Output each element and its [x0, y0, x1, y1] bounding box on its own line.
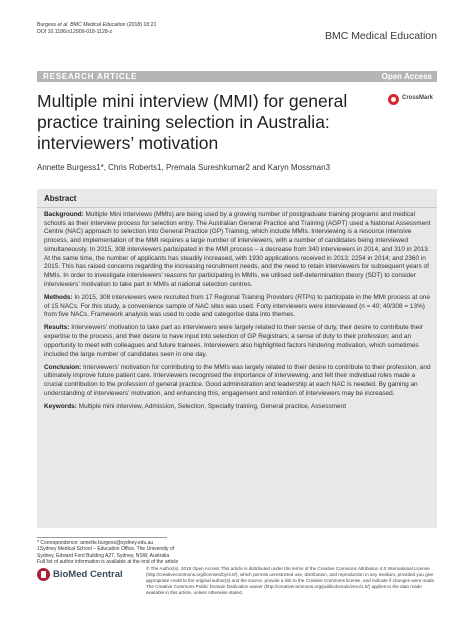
copyright-notice: © The Author(s). 2018 Open Access This article is distributed under the terms of the Creative Commons Attribution 4.0 International License (http://creativecommons.org/licenses/by/4.0/), which permits unrestricted use, distribution, and reproduction in any medium, provided you give appropriate credit to the original author(s) and the source, provide a link to the Creative Commons license, and indicate if changes were made. The Creative Commons Public Domain Dedication waiver (http://creativecommons.org/publicdomain/zero/1.0/) applies to the data made available in this article, unless otherwise stated. — [146, 566, 436, 595]
biomed-central-logo — [37, 568, 137, 582]
citation — [37, 22, 156, 36]
author-line: Annette Burgess1*, Chris Roberts1, Premala Sureshkumar2 and Karyn Mossman3 — [37, 163, 331, 172]
article-type-banner — [37, 71, 437, 82]
open-access-label: Open Access — [381, 72, 432, 81]
author-info-note: Full list of author information is available at the end of the article — [37, 558, 179, 565]
article-type-label: RESEARCH ARTICLE — [43, 72, 138, 81]
citation-line-1: Burgess et al. BMC Medical Education (2018) 18:21 — [37, 22, 157, 28]
crossmark-label: CrossMark — [402, 95, 434, 101]
abstract-keywords: Keywords: Multiple mini interview, Admission, Selection, Specialty training, General practice, Assessment — [44, 403, 346, 411]
abstract-divider — [37, 207, 437, 208]
biomed-central-label: BioMed Central — [53, 569, 123, 580]
abstract-conclusion: Conclusion: Interviewers’ motivation for contributing to the MMIs was largely related to their desire to contribute to their profession, and ultimately improve future patient care. Interviewers recognised the importance of interviewing, and felt their individual roles made a crucial contribution to the profession of general practice. Good administration and leadership at each NAC is needed. By gaining an understanding of interviewers’ motivation, and enhancing this, engagement and retention of interviewers may be increased. — [44, 363, 431, 397]
crossmark-icon — [388, 94, 399, 105]
abstract-heading: Abstract — [44, 194, 77, 203]
abstract-background: Background: Multiple Mini Interviews (MMIs) are being used by a growing number of postgraduate training programs and medical schools as their interview process for selection entry. The Australian General Practice and Training (AGPT) used a National Assessment Centre (NAC) approach to selection into General Practice (GP) Training, which include MMIs. Interviewing is a resource intensive process, and implementation of the MMI requires a large number of interviewers, with a number of candidates being interviewed simultaneously. In 2015, 308 interviewers participated in the MMI process – a decrease from 340 interviewers in 2014, and 310 in 2013. At the same time, the number of applicants has steadily increased, with 1930 applications received in 2013; 2254 in 2014; and 2360 in 2015. This has raised concerns regarding the increasing recruitment needs, and the need to retain interviewers for subsequent years of MMIs. In order to investigate interviewers’ reasons for participating in MMIs, we utilised self-determination theory (SDT) to consider interviewers’ motivation to take part in MMIs at national selection centres. — [44, 211, 431, 288]
abstract-methods: Methods: In 2015, 308 interviewers were recruited from 17 Regional Training Providers (RTPs) to participate in the MMI process at one of 15 NACs. For this study, a convenience sample of NAC sites was used. Forty interviewers were interviewed (n = 40; 40/308 = 13%) from five NACs. Framework analysis was used to code and categorise data into themes. — [44, 293, 430, 319]
biomed-central-icon — [37, 568, 50, 581]
doi-line: DOI 10.1186/s12909-018-1128-z — [37, 29, 113, 35]
abstract-box — [37, 189, 437, 528]
footnotes — [37, 540, 187, 565]
correspondence-note: * Correspondence: annette.burgess@sydney.edu.au — [37, 540, 154, 546]
abstract-body — [44, 211, 432, 416]
abstract-results: Results: Interviewers’ motivation to take part as interviewers were largely related to their sense of duty, their desire to contribute their expertise to the process, and their desire to have input into selection of GP Registrars; a sense of duty to their profession; and an opportunity to meet with colleagues and future trainees. Interviewers also highlighted factors hindering motivation, which sometimes included the large number of candidates seen in one day. — [44, 324, 423, 358]
crossmark-badge[interactable] — [388, 92, 438, 106]
footnote-divider — [37, 537, 167, 538]
affiliation-note: 1Sydney Medical School – Education Office, The University of Sydney, Edward Ford Building A27, Sydney, NSW, Australia — [37, 546, 175, 559]
journal-name: BMC Medical Education — [324, 30, 437, 42]
author-list — [37, 163, 330, 172]
article-title: Multiple mini interview (MMI) for general practice training selection in Australia: interviewers’ motivation — [37, 91, 348, 153]
